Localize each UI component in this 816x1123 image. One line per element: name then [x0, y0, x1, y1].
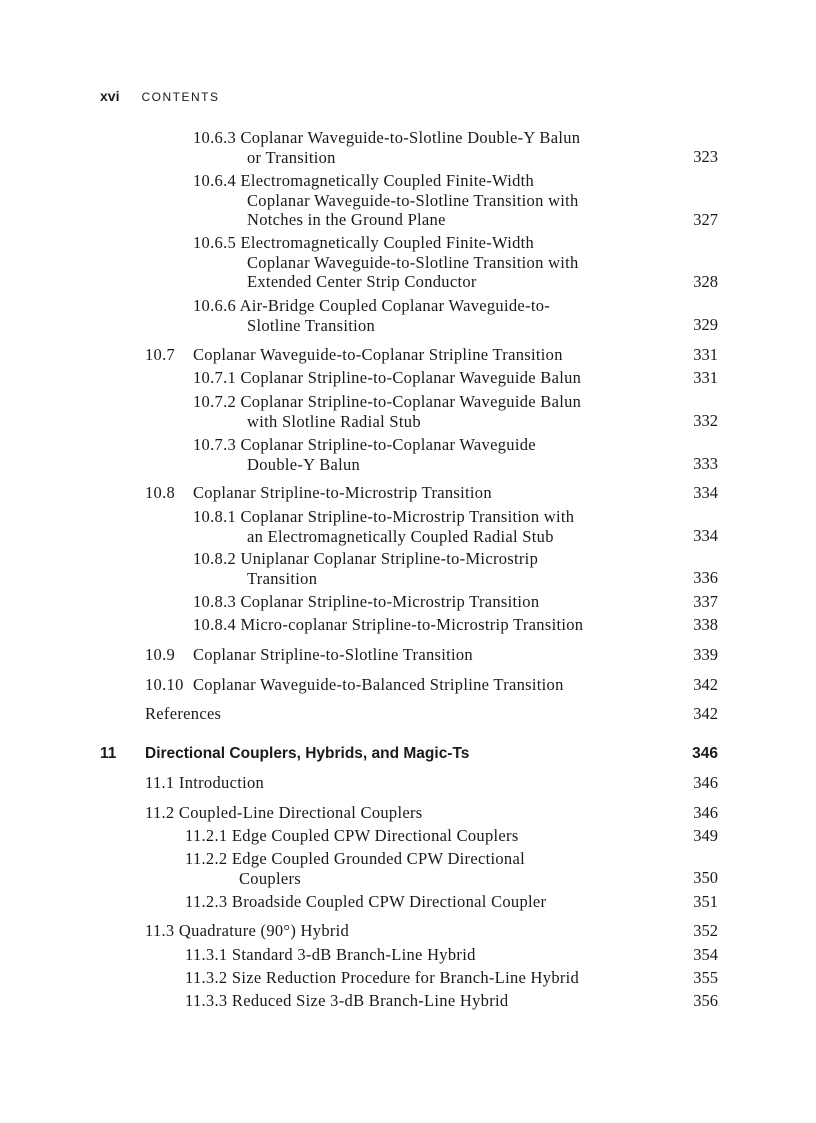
toc-entry-10-9[interactable]	[145, 645, 473, 665]
toc-page-number: 336	[693, 568, 718, 587]
toc-entry-title-cont: Double-Y Balun	[247, 454, 361, 474]
toc-entry-10-6-3[interactable]	[193, 128, 580, 167]
toc-entry-title-cont: with Slotline Radial Stub	[247, 411, 421, 431]
toc-entry-10-8-3[interactable]	[193, 592, 539, 612]
toc-entry-10-8[interactable]	[145, 483, 492, 503]
toc-entry-number: 10.7	[145, 345, 176, 364]
toc-entry-11-1[interactable]	[145, 773, 264, 793]
toc-entry-number: 10.8.1	[193, 507, 237, 526]
toc-entry-references[interactable]	[145, 704, 221, 724]
toc-entry-title-cont: Slotline Transition	[247, 315, 376, 335]
toc-entry-11-3-3[interactable]	[185, 991, 508, 1011]
toc-entry-title-cont: Coplanar Waveguide-to-Slotline Transition with	[247, 190, 579, 210]
toc-page-number: 329	[693, 315, 718, 334]
toc-entry-number: 11.3.2	[185, 968, 228, 987]
toc-entry-number: 10.9	[145, 645, 176, 664]
toc-entry-10-7-2[interactable]	[193, 392, 581, 431]
toc-entry-title: Coupled-Line Directional Couplers	[178, 803, 423, 822]
toc-page-number: 346	[693, 803, 718, 822]
toc-entry-title: Introduction	[178, 773, 265, 792]
toc-entry-title: Standard 3-dB Branch-Line Hybrid	[231, 945, 476, 964]
toc-page-number: 333	[693, 454, 718, 473]
toc-entry-11-3-2[interactable]	[185, 968, 579, 988]
toc-entry-number: 10.8.2	[193, 549, 237, 568]
toc-page-number: 354	[693, 945, 718, 964]
toc-entry-title-cont: an Electromagnetically Coupled Radial Stub	[247, 526, 554, 546]
chapter-title[interactable]: Directional Couplers, Hybrids, and Magic-Ts	[145, 745, 470, 762]
toc-entry-10-6-4[interactable]	[193, 171, 579, 230]
toc-entry-title: Coplanar Stripline-to-Slotline Transition	[193, 645, 473, 664]
toc-page-number: 342	[693, 675, 718, 694]
toc-page-number: 334	[693, 526, 718, 545]
toc-entry-title: Edge Coupled CPW Directional Couplers	[231, 826, 519, 845]
toc-entry-10-7[interactable]	[145, 345, 563, 365]
toc-page-number: 328	[693, 272, 718, 291]
toc-entry-title: Uniplanar Coplanar Stripline-to-Microstrip	[240, 549, 539, 568]
toc-entry-title: References	[145, 704, 222, 723]
toc-page-number: 349	[693, 826, 718, 845]
toc-page-number: 323	[693, 147, 718, 166]
toc-page-number: 337	[693, 592, 718, 611]
toc-entry-title-cont: Extended Center Strip Conductor	[247, 272, 477, 291]
toc-entry-title: Reduced Size 3-dB Branch-Line Hybrid	[231, 991, 509, 1010]
toc-entry-number: 10.10	[145, 675, 184, 694]
toc-page-number: 338	[693, 615, 718, 634]
toc-entry-10-10[interactable]	[145, 675, 564, 695]
toc-page-number: 352	[693, 921, 718, 940]
toc-entry-11-3[interactable]	[145, 921, 349, 941]
toc-entry-title: Edge Coupled Grounded CPW Directional	[231, 849, 525, 868]
toc-page-number: 351	[693, 892, 718, 911]
toc-page-number: 346	[693, 773, 718, 792]
toc-entry-11-2[interactable]	[145, 803, 423, 823]
toc-entry-11-2-1[interactable]	[185, 826, 519, 846]
header-title: CONTENTS	[141, 90, 220, 104]
toc-page-number: 339	[693, 645, 718, 664]
toc-entry-title: Coplanar Stripline-to-Coplanar Waveguide Balun	[240, 392, 582, 411]
toc-entry-number: 10.6.6	[193, 296, 237, 315]
toc-entry-number: 10.7.1	[193, 368, 237, 387]
toc-entry-number: 11.2.1	[185, 826, 228, 845]
toc-entry-number: 11.3.3	[185, 991, 228, 1010]
toc-entry-number: 11.1	[145, 773, 175, 792]
toc-page-number: 355	[693, 968, 718, 987]
toc-entry-10-8-2[interactable]	[193, 549, 538, 588]
toc-entry-number: 11.2	[145, 803, 175, 822]
toc-entry-number: 10.8.3	[193, 592, 237, 611]
toc-entry-title: Coplanar Stripline-to-Microstrip Transition with	[240, 507, 575, 526]
toc-page-number: 327	[693, 210, 718, 229]
toc-entry-number: 10.8	[145, 483, 176, 502]
toc-entry-10-8-1[interactable]	[193, 507, 574, 546]
toc-entry-title-cont: Transition	[247, 568, 318, 588]
toc-entry-title: Quadrature (90°) Hybrid	[178, 921, 350, 940]
toc-page-number: 331	[693, 345, 718, 364]
toc-entry-title: Coplanar Waveguide-to-Coplanar Stripline Transition	[193, 345, 563, 364]
toc-entry-title: Broadside Coupled CPW Directional Coupler	[231, 892, 547, 911]
toc-entry-10-7-1[interactable]	[193, 368, 581, 388]
toc-page-number: 332	[693, 411, 718, 430]
toc-entry-title: Coplanar Waveguide-to-Slotline Double-Y Balun	[240, 128, 581, 147]
toc-entry-title-cont: Couplers	[239, 868, 301, 888]
running-header	[100, 88, 219, 106]
toc-page-number: 331	[693, 368, 718, 387]
toc-entry-title: Coplanar Stripline-to-Microstrip Transition	[193, 483, 492, 502]
toc-entry-number: 11.3.1	[185, 945, 228, 964]
toc-entry-title: Coplanar Stripline-to-Microstrip Transition	[240, 592, 540, 611]
toc-entry-number: 10.6.3	[193, 128, 237, 147]
toc-entry-number: 10.6.4	[193, 171, 237, 190]
chapter-page-number: 346	[692, 745, 718, 762]
toc-entry-11-3-1[interactable]	[185, 945, 476, 965]
toc-entry-number: 10.8.4	[193, 615, 237, 634]
toc-entry-10-6-5[interactable]	[193, 233, 579, 292]
toc-entry-10-7-3[interactable]	[193, 435, 536, 474]
toc-entry-title: Air-Bridge Coupled Coplanar Waveguide-to-	[239, 296, 551, 315]
toc-entry-10-6-6[interactable]	[193, 296, 550, 335]
toc-page-number: 334	[693, 483, 718, 502]
toc-entry-11-2-3[interactable]	[185, 892, 546, 912]
toc-entry-title-cont: Notches in the Ground Plane	[247, 210, 446, 229]
toc-entry-title-cont: Coplanar Waveguide-to-Slotline Transition with	[247, 252, 579, 272]
toc-entry-title: Size Reduction Procedure for Branch-Line Hybrid	[231, 968, 580, 987]
toc-entry-title: Micro-coplanar Stripline-to-Microstrip Transition	[240, 615, 584, 634]
toc-page-number: 356	[693, 991, 718, 1010]
toc-entry-title: Coplanar Stripline-to-Coplanar Waveguide	[240, 435, 536, 454]
header-page-number: xvi	[100, 88, 120, 104]
toc-page-number: 342	[693, 704, 718, 723]
toc-entry-number: 10.7.2	[193, 392, 237, 411]
toc-entry-11-2-2[interactable]	[185, 849, 525, 888]
toc-entry-number: 11.2.3	[185, 892, 228, 911]
toc-entry-title: Coplanar Waveguide-to-Balanced Stripline Transition	[193, 675, 564, 694]
toc-entry-number: 10.7.3	[193, 435, 237, 454]
toc-entry-title: Electromagnetically Coupled Finite-Width	[240, 233, 535, 252]
toc-entry-title-cont: or Transition	[247, 147, 336, 167]
toc-entry-number: 11.3	[145, 921, 175, 940]
toc-entry-title: Electromagnetically Coupled Finite-Width	[240, 171, 535, 190]
toc-entry-title: Coplanar Stripline-to-Coplanar Waveguide Balun	[240, 368, 582, 387]
chapter-number: 11	[100, 745, 117, 762]
toc-page-number: 350	[693, 868, 718, 887]
toc-entry-number: 11.2.2	[185, 849, 228, 868]
toc-entry-number: 10.6.5	[193, 233, 237, 252]
toc-entry-10-8-4[interactable]	[193, 615, 583, 635]
